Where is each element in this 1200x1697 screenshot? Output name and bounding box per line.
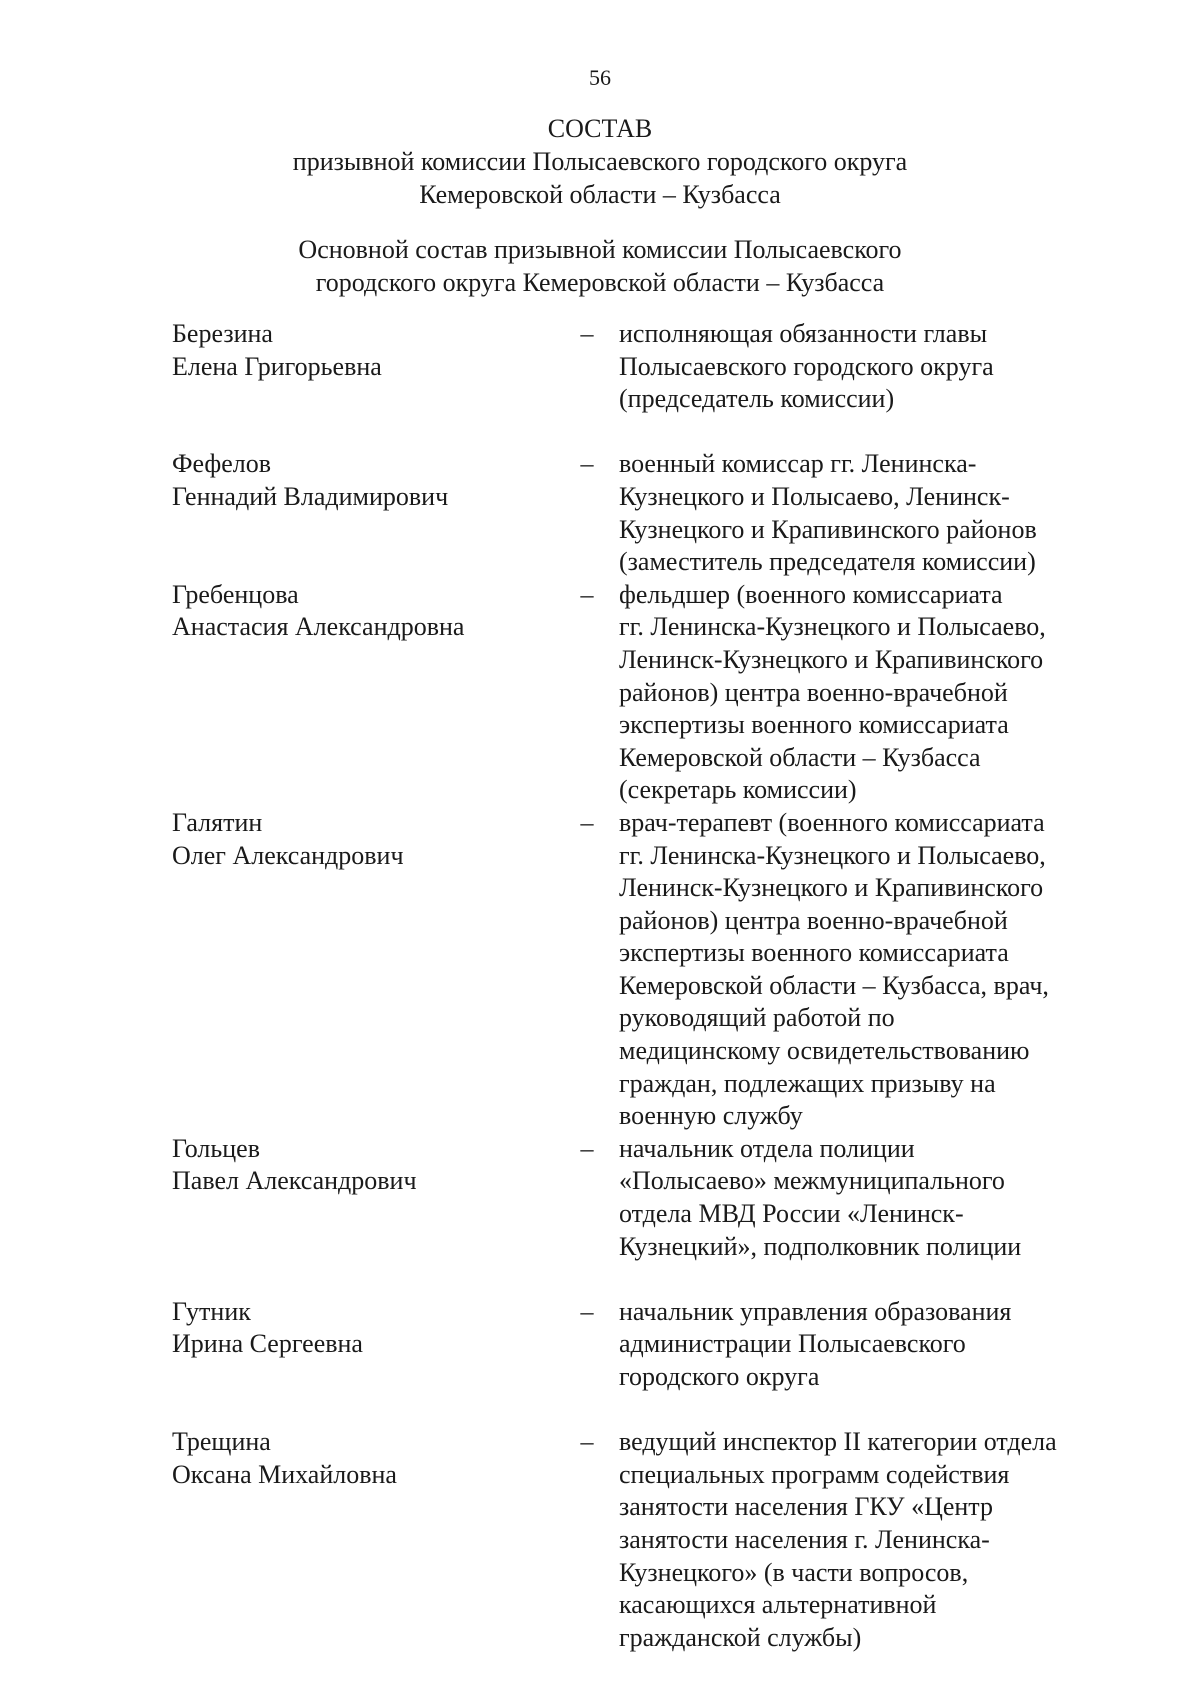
document-title [0,112,1200,211]
role-line: медицинскому освидетельствованию [619,1036,1030,1066]
role-line: «Полысаево» межмуниципального [619,1166,1005,1196]
role-line: ведущий инспектор II категории отдела [619,1427,1057,1457]
member-role [619,1426,1112,1654]
member-role [619,1133,1112,1263]
member-surname: Гольцев [172,1133,260,1163]
member-role [619,448,1112,578]
role-line: Кузнецкого» (в части вопросов, [619,1557,969,1587]
role-line: экспертизы военного комиссариата [619,710,1009,740]
member-role [619,807,1112,1133]
role-line: районов) центра военно-врачебной [619,677,1008,707]
page-number: 56 [589,65,611,90]
dash-separator: – [580,1427,594,1457]
role-line: (заместитель председателя комиссии) [619,547,1036,577]
member-name [172,448,562,513]
role-line: экспертизы военного комиссариата [619,938,1009,968]
member-surname: Гребенцова [172,579,299,609]
member-given-names: Оксана Михайловна [172,1459,397,1489]
member-name [172,579,562,644]
member-name [172,1426,562,1491]
role-line: занятости населения ГКУ «Центр [619,1492,993,1522]
role-line: Кузнецкого и Полысаево, Ленинск- [619,481,1010,511]
member-role [619,579,1112,807]
dash-separator: – [580,319,594,348]
dash-separator: – [580,449,594,479]
dash-separator: – [580,807,594,837]
member-given-names: Геннадий Владимирович [172,481,449,511]
role-line: (секретарь комиссии) [619,775,857,805]
dash-separator: – [580,1296,594,1326]
role-line: районов) центра военно-врачебной [619,905,1008,935]
role-line: Кемеровской области – Кузбасса, врач, [619,970,1049,1000]
member-surname: Трещина [172,1427,271,1457]
member-surname: Березина [172,319,273,348]
role-line: Полысаевского городского округа [619,351,994,381]
member-entry [172,448,1112,578]
member-entry [172,1426,1112,1654]
member-given-names: Олег Александрович [172,840,404,870]
member-name [172,1133,562,1198]
role-line: граждан, подлежащих призыву на [619,1068,996,1098]
role-line: начальник управления образования [619,1296,1012,1326]
role-line: начальник отдела полиции [619,1133,915,1163]
member-entry [172,579,1112,807]
member-surname: Фефелов [172,449,272,479]
role-line: фельдшер (военного комиссариата [619,579,1003,609]
section-title-line: Основной состав призывной комиссии Полысаевского [298,235,902,264]
role-line: специальных программ содействия [619,1459,1010,1489]
member-given-names: Анастасия Александровна [172,612,465,642]
role-line: врач-терапевт (военного комиссариата [619,807,1045,837]
section-title [0,233,1200,299]
member-given-names: Павел Александрович [172,1166,417,1196]
member-role [619,318,1112,416]
role-line: отдела МВД России «Ленинск- [619,1199,964,1229]
role-line: военный комиссар гг. Ленинска- [619,449,977,479]
role-line: администрации Полысаевского [619,1329,966,1359]
role-line: Ленинск-Кузнецкого и Крапивинского [619,644,1044,674]
members-list [172,318,1112,1654]
role-line: гражданской службы) [619,1622,862,1652]
member-surname: Гутник [172,1296,251,1326]
member-name [172,1296,562,1361]
member-entry [172,1133,1112,1263]
role-line: гг. Ленинска-Кузнецкого и Полысаево, [619,612,1046,642]
role-line: Кузнецкий», подполковник полиции [619,1231,1022,1261]
member-name [172,318,562,383]
role-line: городского округа [619,1362,820,1391]
member-entry [172,1296,1112,1394]
section-title-line: городского округа Кемеровской области – Кузбасса [315,268,885,297]
member-role [619,1296,1112,1394]
title-line: СОСТАВ [547,114,653,143]
dash-separator: – [580,579,594,609]
member-given-names: Елена Григорьевна [172,351,382,381]
member-given-names: Ирина Сергеевна [172,1329,363,1359]
role-line: исполняющая обязанности главы [619,319,988,348]
member-surname: Галятин [172,807,263,837]
role-line: занятости населения г. Ленинска- [619,1524,990,1554]
member-entry [172,807,1112,1133]
role-line: (председатель комиссии) [619,384,895,414]
member-entry [172,318,1112,416]
role-line: военную службу [619,1101,803,1131]
member-name [172,807,562,872]
dash-separator: – [580,1133,594,1163]
title-line: призывной комиссии Полысаевского городского округа [292,147,908,176]
role-line: гг. Ленинска-Кузнецкого и Полысаево, [619,840,1046,870]
role-line: касающихся альтернативной [619,1590,937,1620]
role-line: Кузнецкого и Крапивинского районов [619,514,1037,544]
role-line: руководящий работой по [619,1003,895,1033]
role-line: Ленинск-Кузнецкого и Крапивинского [619,873,1044,903]
title-line: Кемеровской области – Кузбасса [419,180,781,209]
role-line: Кемеровской области – Кузбасса [619,742,981,772]
